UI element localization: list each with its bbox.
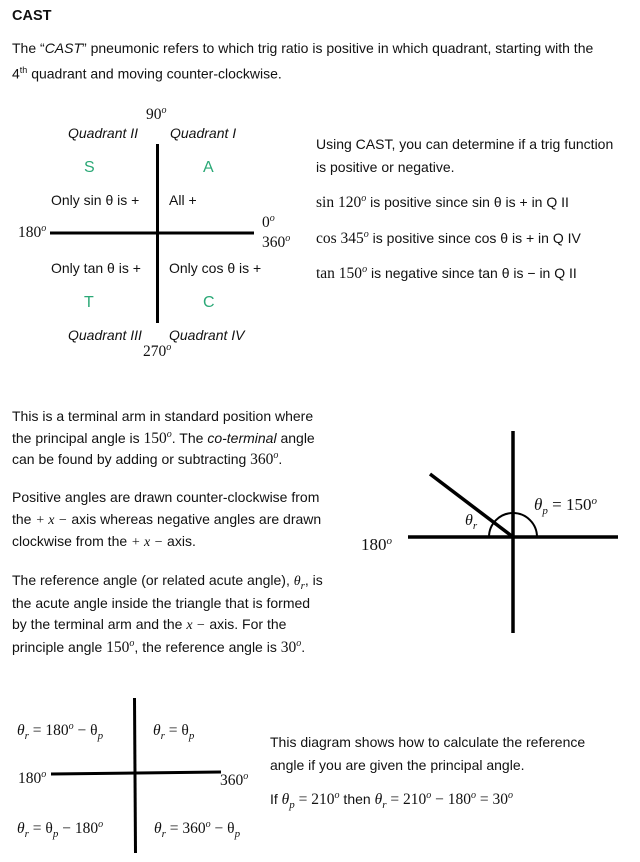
reference-example: If $\theta_p = 210^o$ then $\theta_r = 210^o - 180^o = 30^o$	[270, 790, 513, 811]
example-cos-345: cos 345$^o$ is positive since cos θ is + in Q IV	[316, 229, 581, 247]
theta-r-label: $\theta_r$	[465, 512, 478, 532]
angle-360-label: 360$^o$	[262, 233, 291, 251]
angle-0-label: 0$^o$	[262, 213, 275, 231]
angle-270-label: 270$^o$	[143, 342, 172, 360]
cast-explanation: Using CAST, you can determine if a trig function is positive or negative.	[316, 136, 614, 175]
reference-angle-180-label: 180$^o$	[18, 769, 47, 787]
q2-reference-formula: $\theta_r = 180^o - \theta_p$	[17, 721, 104, 742]
reference-explanation: This diagram shows how to calculate the reference angle if you are given the principal angle.	[270, 734, 586, 773]
intro-line-2: 4th quadrant and moving counter-clockwise.	[12, 64, 282, 82]
quadrant-1-label: Quadrant I	[170, 125, 237, 141]
page-title: CAST	[12, 8, 52, 24]
quadrant-3-rule: Only tan θ is +	[51, 260, 141, 276]
quadrant-4-rule: Only cos θ is +	[169, 260, 262, 276]
intro-line-1: The “CAST” pneumonic refers to which trig ratio is positive in which quadrant, starting with the	[12, 40, 594, 56]
cast-letter-s: S	[84, 159, 95, 176]
cast-letter-a: A	[203, 159, 214, 176]
quadrant-1-rule: All +	[169, 192, 197, 208]
terminal-paragraph-3: The reference angle (or related acute angle), $\theta_r$, is the acute angle inside the triangle that is formed by the terminal arm and the x − axis. For the principle angle 150$^o$, the reference angle is 30$^o$.	[12, 572, 323, 656]
quadrant-4-label: Quadrant IV	[169, 327, 245, 343]
angle-180-label: 180$^o$	[18, 223, 47, 241]
terminal-paragraph-1: This is a terminal arm in standard position where the principal angle is 150$^o$. The co-terminal angle can be found by adding or subtracting 360$^o$.	[12, 408, 315, 468]
example-tan-150: tan 150$^o$ is negative since tan θ is − in Q II	[316, 264, 577, 282]
cast-letter-t: T	[84, 294, 94, 311]
q3-reference-formula: $\theta_r = \theta_p - 180^o$	[17, 819, 104, 840]
cast-letter-c: C	[203, 294, 215, 311]
reference-y-axis	[135, 698, 136, 853]
theta-p-label: $\theta_p = 150^o$	[534, 495, 597, 517]
angle-90-label: 90$^o$	[146, 105, 167, 123]
q4-reference-formula: $\theta_r = 360^o - \theta_p$	[154, 819, 241, 840]
q1-reference-formula: $\theta_r = \theta_p$	[153, 722, 195, 742]
terminal-angle-180-label: 180$^o$	[361, 535, 392, 554]
example-sin-120: sin 120$^o$ is positive since sin θ is + in Q II	[316, 193, 569, 211]
terminal-paragraph-2: Positive angles are drawn counter-clockwise from the + x − axis whereas negative angles are drawn clockwise from the + x − axis.	[12, 489, 322, 550]
quadrant-2-rule: Only sin θ is +	[51, 192, 140, 208]
reference-angle-360-label: 360$^o$	[220, 771, 249, 789]
quadrant-3-label: Quadrant III	[68, 327, 142, 343]
quadrant-2-label: Quadrant II	[68, 125, 139, 141]
